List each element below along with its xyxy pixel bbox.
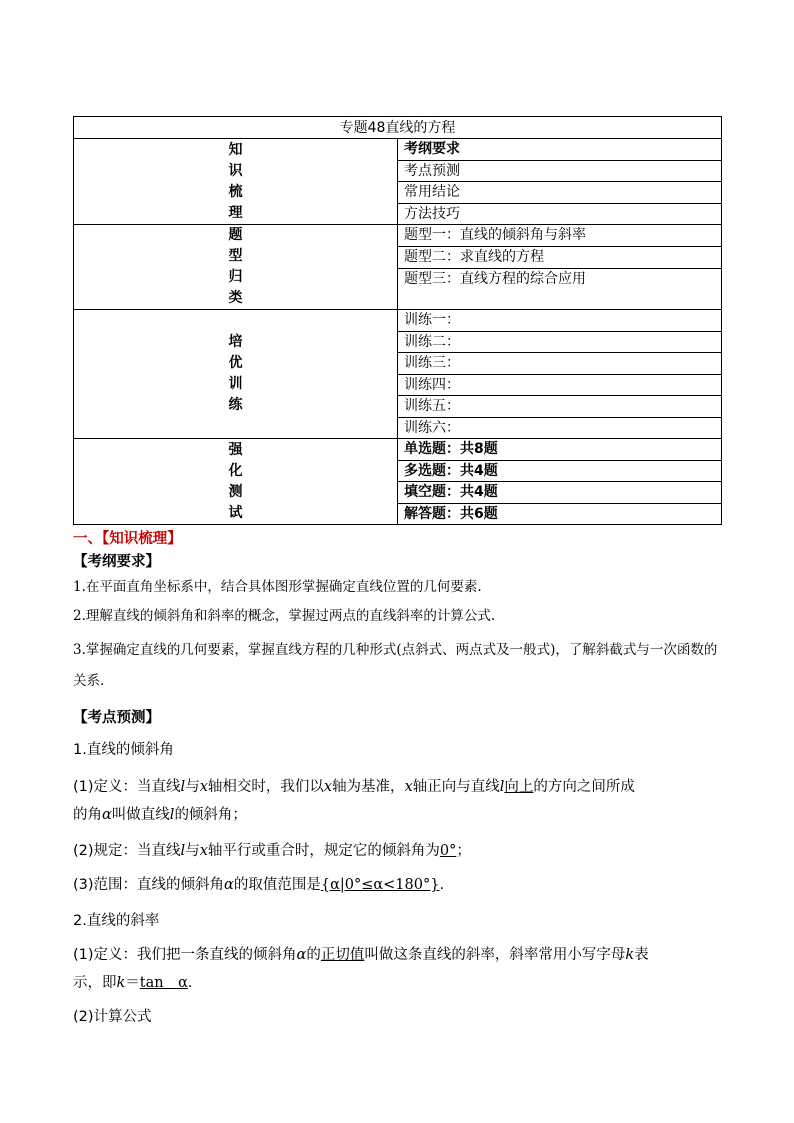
requirement-2: 2.理解直线的倾斜角和斜率的概念，掌握过两点的直线斜率的计算公式. bbox=[73, 608, 496, 624]
contents-item: 题型二：求直线的方程 bbox=[398, 246, 722, 268]
section-label-training: 培 优 训 练 bbox=[74, 310, 398, 439]
requirement-1: 1.在平面直角坐标系中，结合具体图形掌握确定直线位置的几何要素. bbox=[73, 579, 482, 595]
contents-item: 训练一： bbox=[398, 310, 722, 332]
heading-slope: 2.直线的斜率 bbox=[73, 913, 160, 929]
contents-item: 方法技巧 bbox=[398, 203, 722, 225]
contents-item: 训练二： bbox=[398, 331, 722, 353]
definition-1: (1)定义：当直线l与x轴相交时，我们以x轴为基准，x轴正向与直线l向上的方向之间所成 的角α叫做直线l的倾斜角； bbox=[73, 779, 635, 823]
contents-item: 单选题：共8题 bbox=[398, 439, 722, 461]
contents-item: 训练六： bbox=[398, 417, 722, 439]
contents-title: 专题48直线的方程 bbox=[74, 117, 722, 139]
contents-item: 填空题：共4题 bbox=[398, 482, 722, 504]
contents-item: 训练三： bbox=[398, 353, 722, 375]
slope-definition: (1)定义：我们把一条直线的倾斜角α的正切值叫做这条直线的斜率，斜率常用小写字母k表 示，即k＝tan α. bbox=[73, 947, 649, 991]
contents-item: 解答题：共6题 bbox=[398, 503, 722, 525]
section-label-tests: 强 化 测 试 bbox=[74, 439, 398, 525]
document-body bbox=[73, 529, 723, 1031]
definition-2: (2)规定：当直线l与x轴平行或重合时，规定它的倾斜角为0°； bbox=[73, 843, 471, 859]
contents-item: 多选题：共4题 bbox=[398, 460, 722, 482]
contents-item: 考点预测 bbox=[398, 160, 722, 182]
section-label-types: 题 型 归 类 bbox=[74, 225, 398, 310]
slope-formula-heading: (2)计算公式 bbox=[73, 1009, 152, 1025]
requirement-3: 3.掌握确定直线的几何要素，掌握直线方程的几种形式(点斜式、两点式及一般式)，了解斜截式与一次函数的关系. bbox=[73, 642, 718, 689]
contents-item: 考纲要求 bbox=[398, 139, 722, 161]
contents-item: 题型一：直线的倾斜角与斜率 bbox=[398, 225, 722, 247]
contents-item: 训练五： bbox=[398, 396, 722, 418]
definition-3: (3)范围：直线的倾斜角α的取值范围是{α|0°≤α<180°}. bbox=[73, 877, 445, 893]
section-label-knowledge: 知 识 梳 理 bbox=[74, 139, 398, 225]
contents-item: 训练四： bbox=[398, 374, 722, 396]
requirements-heading: 【考纲要求】 bbox=[73, 554, 160, 570]
section-heading: 一、【知识梳理】 bbox=[73, 531, 182, 547]
contents-item: 题型三：直线方程的综合应用 bbox=[398, 268, 722, 310]
prediction-heading: 【考点预测】 bbox=[73, 710, 160, 726]
heading-inclination: 1.直线的倾斜角 bbox=[73, 742, 174, 758]
contents-table bbox=[73, 116, 722, 525]
contents-item: 常用结论 bbox=[398, 182, 722, 204]
